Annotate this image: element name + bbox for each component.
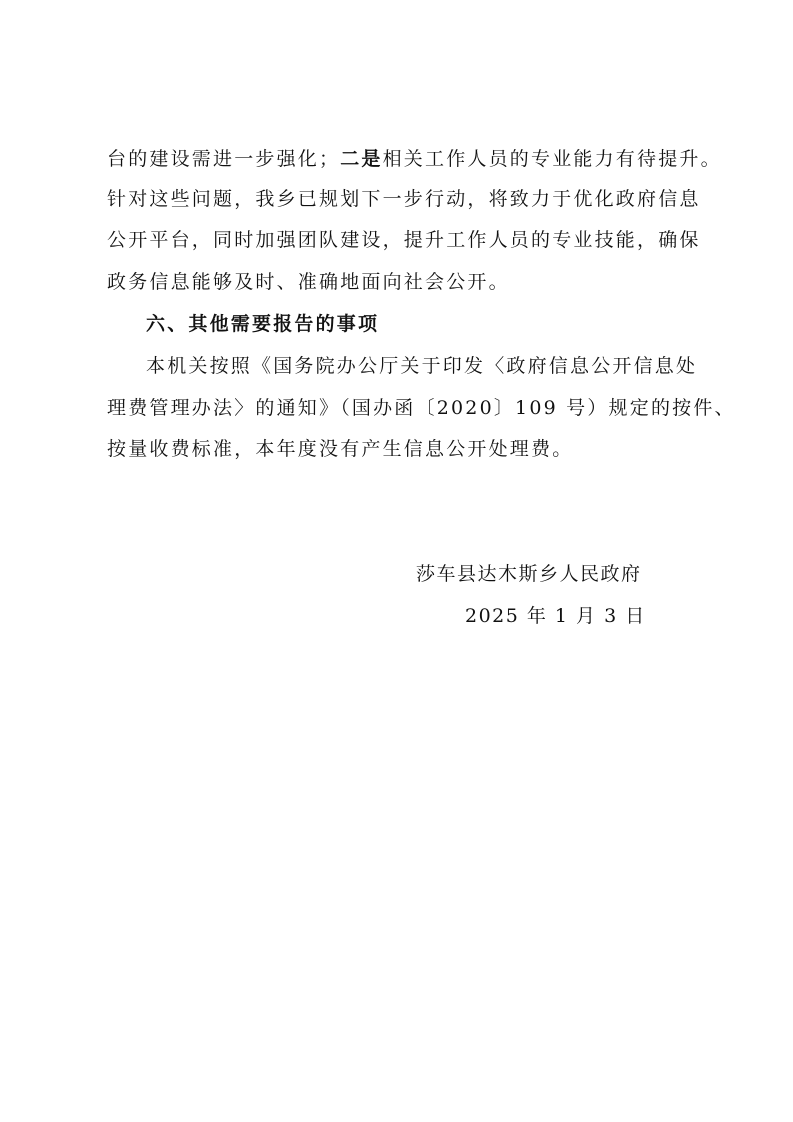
- paragraph-1-line-1: [107, 147, 722, 171]
- paragraph-2-line-2: 理费管理办法〉的通知》（国办函〔2020〕109 号）规定的按件、: [107, 397, 736, 419]
- paragraph-2-line-1: 本机关按照《国务院办公厅关于印发〈政府信息公开信息处: [146, 355, 698, 377]
- paragraph-1-line-4: 政务信息能够及时、准确地面向社会公开。: [107, 271, 510, 293]
- signature-organization: 莎车县达木斯乡人民政府: [416, 563, 642, 585]
- paragraph-1-bold-phrase: 二是: [340, 148, 383, 170]
- paragraph-1-line-1-text-b: 相关工作人员的专业能力有待提升。: [382, 148, 722, 170]
- paragraph-1-line-2: 针对这些问题，我乡已规划下一步行动，将致力于优化政府信息: [107, 188, 701, 210]
- section-heading: 六、其他需要报告的事项: [146, 313, 380, 335]
- paragraph-2-line-3: 按量收费标准，本年度没有产生信息公开处理费。: [107, 438, 574, 460]
- paragraph-1-line-1-text-a: 台的建设需进一步强化；: [107, 148, 341, 170]
- paragraph-1-line-3: 公开平台，同时加强团队建设，提升工作人员的专业技能，确保: [107, 229, 701, 251]
- signature-date: 2025 年 1 月 3 日: [465, 605, 646, 627]
